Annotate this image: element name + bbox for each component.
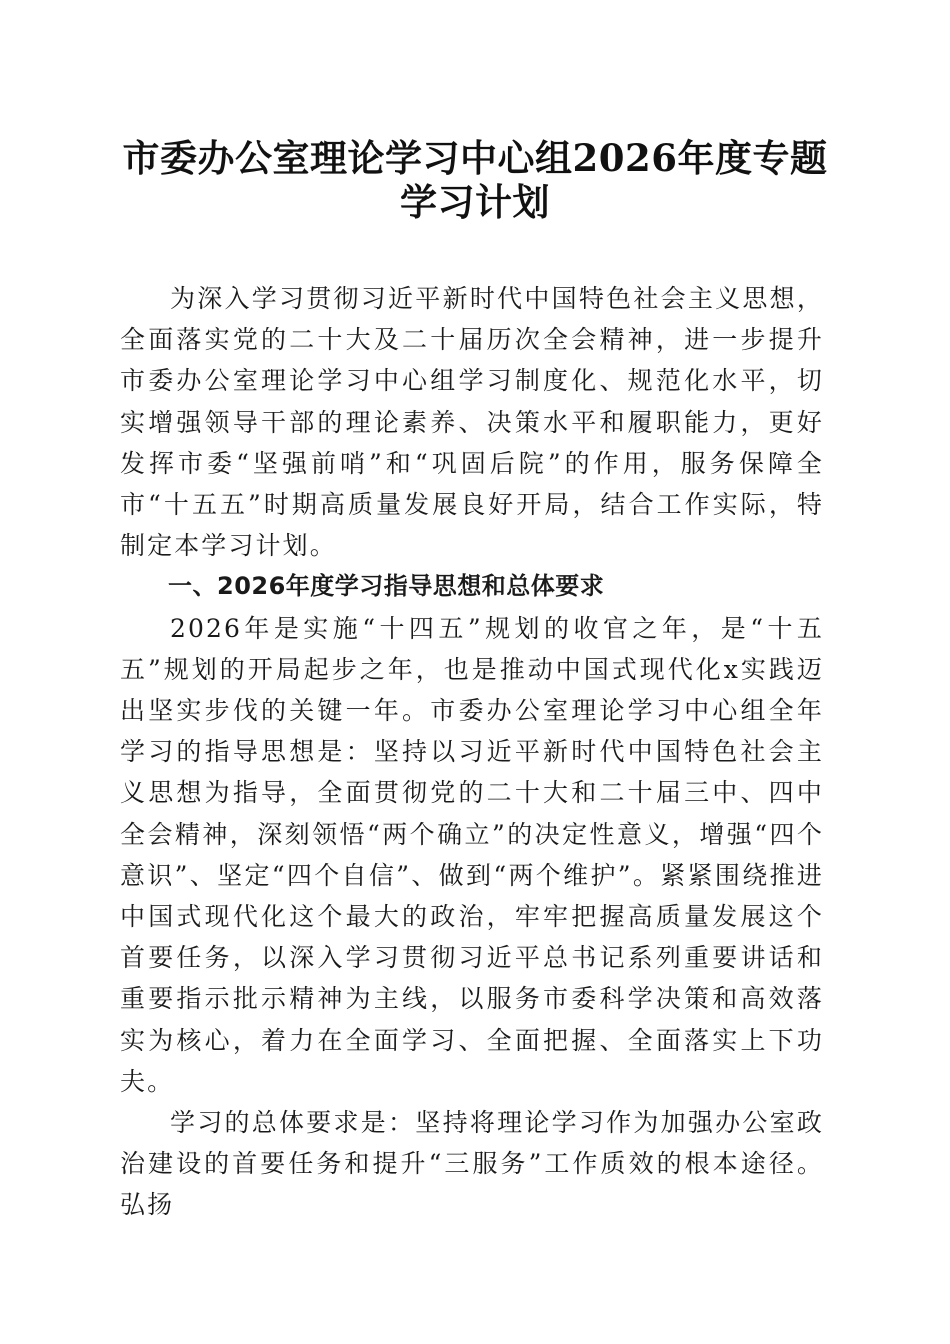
general-requirements-paragraph: 学习的总体要求是：坚持将理论学习作为加强办公室政治建设的首要任务和提升“三服务”工作质效的根本途径。弘扬 (120, 1108, 824, 1220)
guiding-thought-paragraph: 2026年是实施“十四五”规划的收官之年，是“十五五”规划的开局起步之年，也是推动中国式现代化x实践迈出坚实步伐的关键一年。市委办公室理论学习中心组全年学习的指导思想是：坚持以习近平新时代中国特色社会主义思想为指导，全面贯彻党的二十大和二十届三中、四中全会精神，深刻领悟“两个确立”的决定性意义，增强“四个意识”、坚定“四个自信”、做到“两个维护”。紧紧围绕推进中国式现代化这个最大的政治，牢牢把握高质量发展这个首要任务，以深入学习贯彻习近平总书记系列重要讲话和重要指示批示精神为主线，以服务市委科学决策和高效落实为核心，着力在全面学习、全面把握、全面落实上下功夫。 (120, 613, 824, 1096)
document-title: 市委办公室理论学习中心组2026年度专题学习计划 (122, 136, 828, 224)
section-heading-1: 一、2026年度学习指导思想和总体要求 (168, 572, 605, 601)
intro-paragraph: 为深入学习贯彻习近平新时代中国特色社会主义思想，全面落实党的二十大及二十届历次全会精神，进一步提升市委办公室理论学习中心组学习制度化、规范化水平，切实增强领导干部的理论素养、决策水平和履职能力，更好发挥市委“坚强前哨”和“巩固后院”的作用，服务保障全市“十五五”时期高质量发展良好开局，结合工作实际，特制定本学习计划。 (120, 284, 824, 561)
document-body (120, 278, 824, 1226)
